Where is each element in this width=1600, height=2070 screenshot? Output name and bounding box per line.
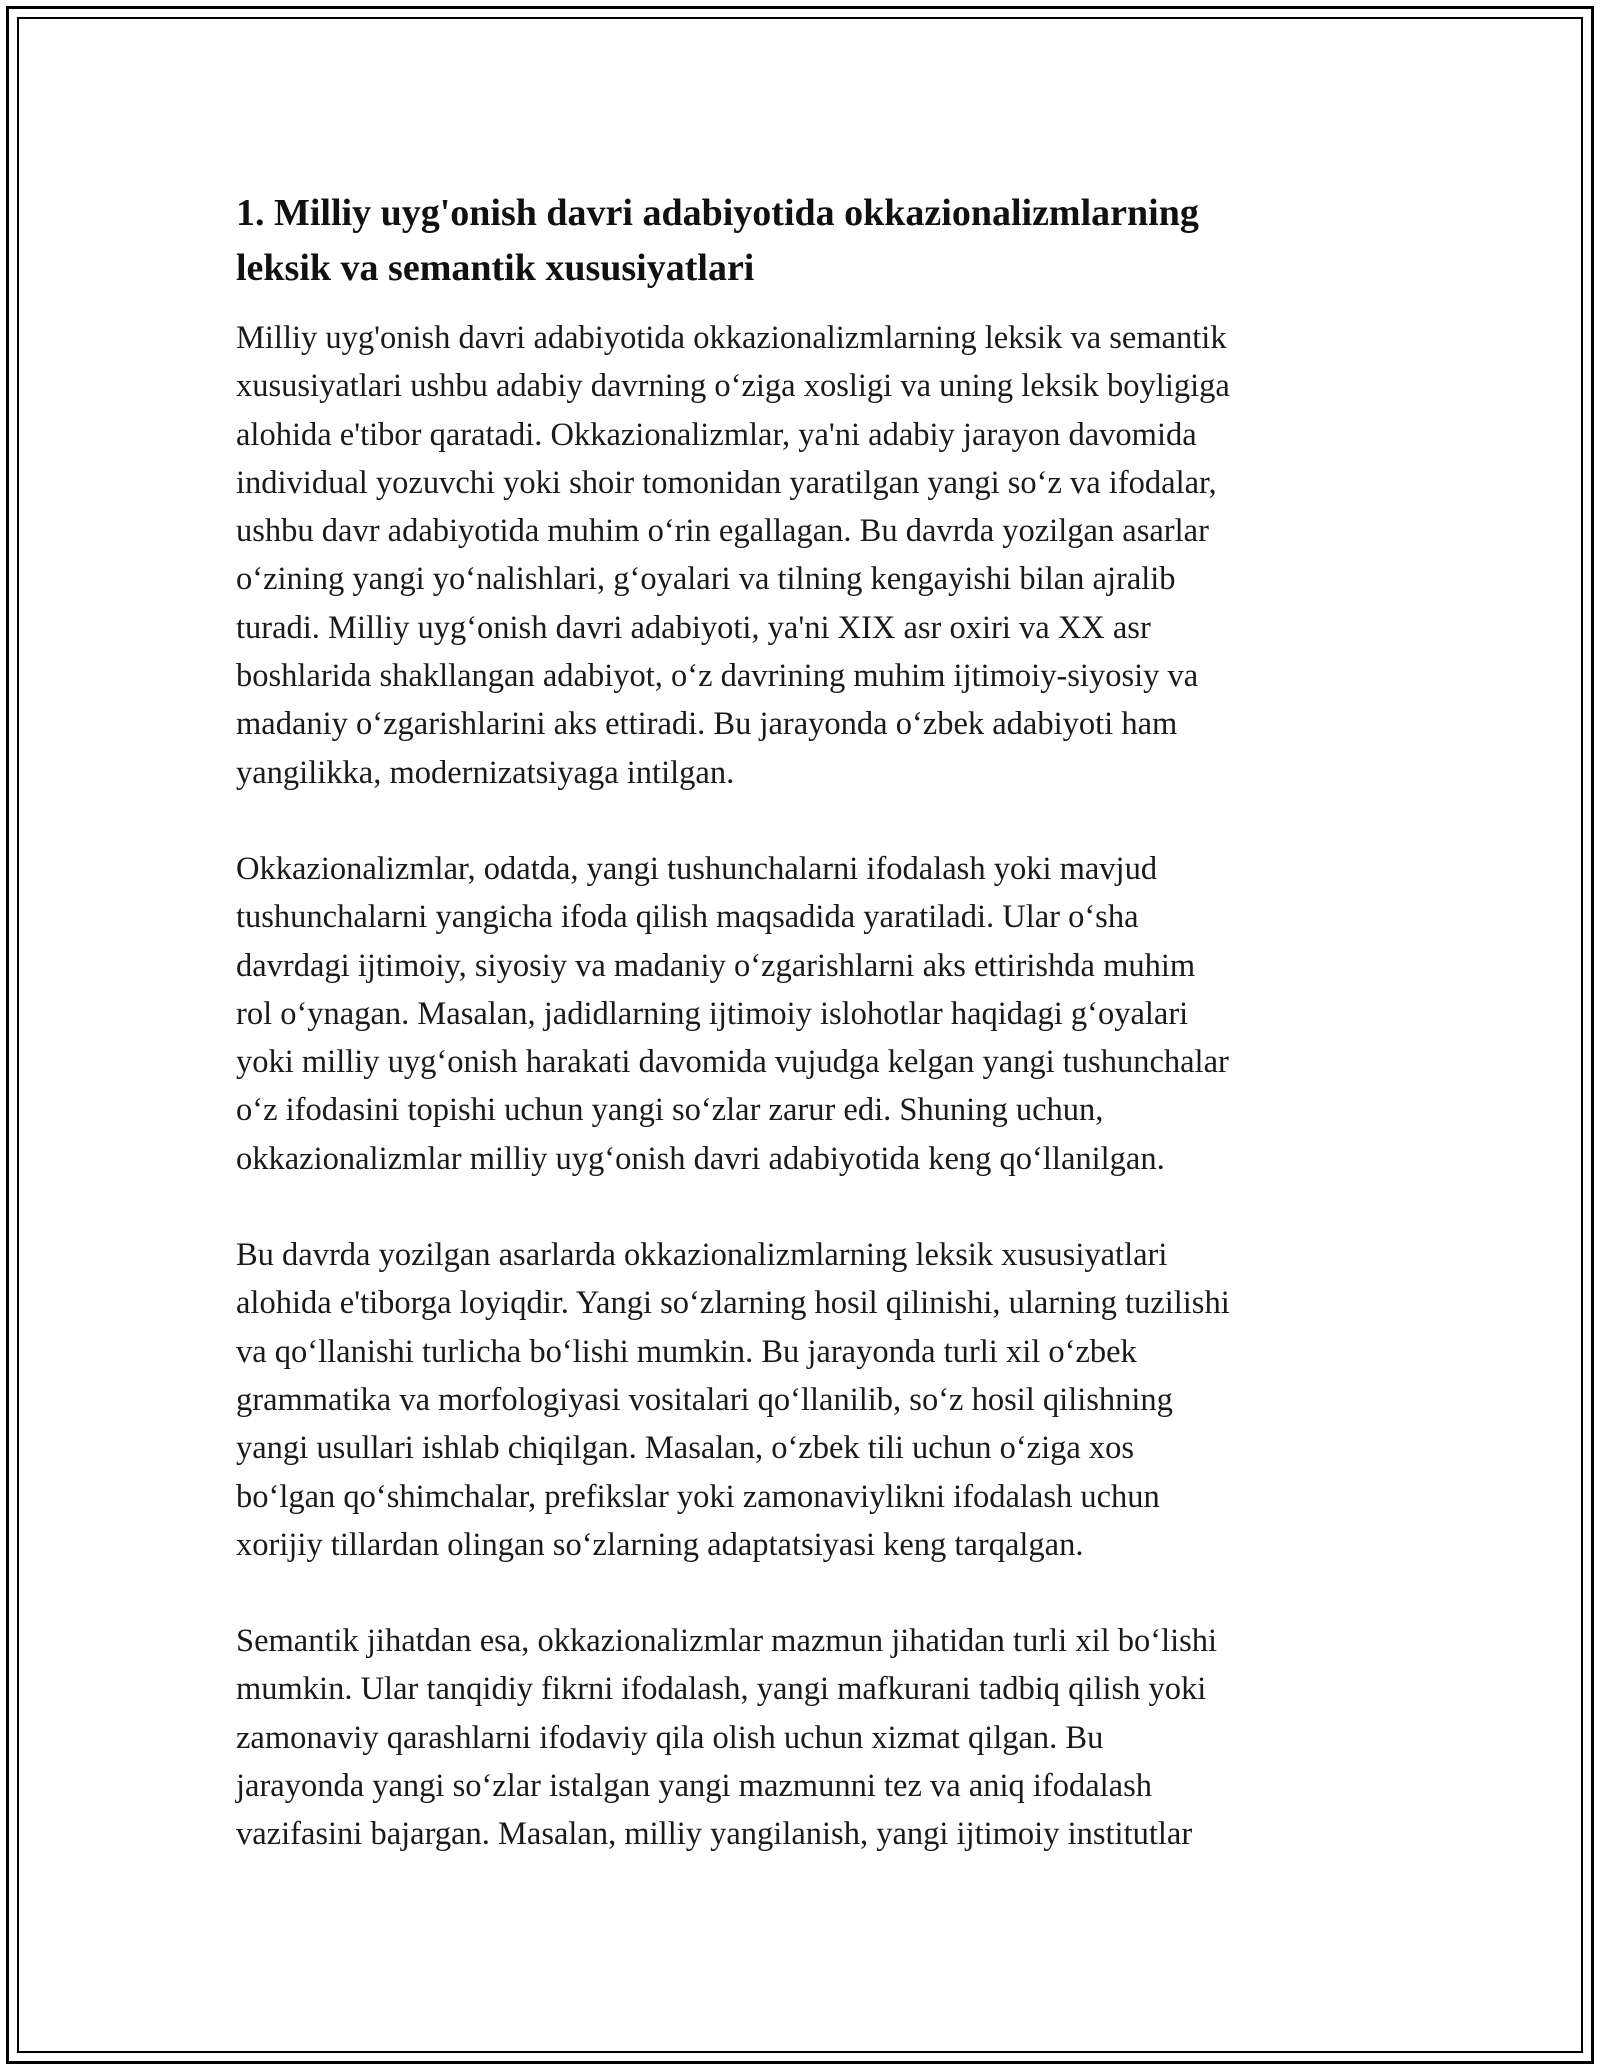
section-heading: [236, 186, 1366, 296]
text-line: Okkazionalizmlar, odatda, yangi tushunchalarni ifodalash yoki mavjud: [236, 850, 1158, 887]
document-body: [236, 186, 1366, 1907]
text-line: rol o‘ynagan. Masalan, jadidlarning ijtimoiy islohotlar haqidagi g‘oyalari: [236, 995, 1189, 1032]
text-line: Bu davrda yozilgan asarlarda okkazionalizmlarning leksik xususiyatlari: [236, 1237, 1168, 1274]
text-line: Semantik jihatdan esa, okkazionalizmlar mazmun jihatidan turli xil bo‘lishi: [236, 1623, 1218, 1660]
text-line: jarayonda yangi so‘zlar istalgan yangi mazmunni tez va aniq ifodalash: [236, 1768, 1152, 1805]
paragraph-4: [236, 1617, 1366, 1858]
text-line: vazifasini bajargan. Masalan, milliy yangilanish, yangi ijtimoiy institutlar: [236, 1816, 1193, 1853]
text-line: o‘zining yangi yo‘nalishlari, g‘oyalari va tilning kengayishi bilan ajralib: [236, 561, 1176, 598]
heading-line: leksik va semantik xususiyatlari: [236, 247, 755, 289]
text-line: xususiyatlari ushbu adabiy davrning o‘ziga xosligi va uning leksik boyligiga: [236, 368, 1230, 405]
text-line: turadi. Milliy uyg‘onish davri adabiyoti, ya'ni XIX asr oxiri va XX asr: [236, 609, 1151, 646]
text-line: mumkin. Ular tanqidiy fikrni ifodalash, yangi mafkurani tadbiq qilish yoki: [236, 1671, 1207, 1708]
paragraph-3: [236, 1231, 1366, 1569]
text-line: alohida e'tibor qaratadi. Okkazionalizmlar, ya'ni adabiy jarayon davomida: [236, 416, 1197, 453]
text-line: yoki milliy uyg‘onish harakati davomida vujudga kelgan yangi tushunchalar: [236, 1044, 1229, 1081]
text-line: boshlarida shakllangan adabiyot, o‘z davrining muhim ijtimoiy-siyosiy va: [236, 658, 1199, 695]
text-line: yangi usullari ishlab chiqilgan. Masalan, o‘zbek tili uchun o‘ziga xos: [236, 1430, 1135, 1467]
text-line: davrdagi ijtimoiy, siyosiy va madaniy o‘zgarishlarni aks ettirishda muhim: [236, 947, 1196, 984]
text-line: va qo‘llanishi turlicha bo‘lishi mumkin. Bu jarayonda turli xil o‘zbek: [236, 1333, 1137, 1370]
text-line: individual yozuvchi yoki shoir tomonidan yaratilgan yangi so‘z va ifodalar,: [236, 464, 1217, 501]
text-line: grammatika va morfologiyasi vositalari qo‘llanilib, so‘z hosil qilishning: [236, 1381, 1173, 1418]
text-line: ushbu davr adabiyotida muhim o‘rin egallagan. Bu davrda yozilgan asarlar: [236, 513, 1209, 550]
paragraph-2: [236, 845, 1366, 1183]
text-line: tushunchalarni yangicha ifoda qilish maqsadida yaratiladi. Ular o‘sha: [236, 899, 1139, 936]
text-line: Milliy uyg'onish davri adabiyotida okkazionalizmlarning leksik va semantik: [236, 320, 1227, 356]
text-line: alohida e'tiborga loyiqdir. Yangi so‘zlarning hosil qilinishi, ularning tuzilishi: [236, 1285, 1230, 1322]
text-line: zamonaviy qarashlarni ifodaviy qila olish uchun xizmat qilgan. Bu: [236, 1719, 1104, 1756]
text-line: o‘z ifodasini topishi uchun yangi so‘zlar zarur edi. Shuning uchun,: [236, 1092, 1104, 1129]
text-line: madaniy o‘zgarishlarini aks ettiradi. Bu jarayonda o‘zbek adabiyoti ham: [236, 706, 1178, 743]
text-line: yangilikka, modernizatsiyaga intilgan.: [236, 754, 735, 791]
heading-line: 1. Milliy uyg'onish davri adabiyotida okkazionalizmlarning: [236, 192, 1199, 234]
text-line: okkazionalizmlar milliy uyg‘onish davri adabiyotida keng qo‘llanilgan.: [236, 1140, 1165, 1177]
text-line: xorijiy tillardan olingan so‘zlarning adaptatsiyasi keng tarqalgan.: [236, 1526, 1084, 1563]
text-line: bo‘lgan qo‘shimchalar, prefikslar yoki zamonaviylikni ifodalash uchun: [236, 1478, 1160, 1515]
paragraph-1: [236, 314, 1366, 797]
